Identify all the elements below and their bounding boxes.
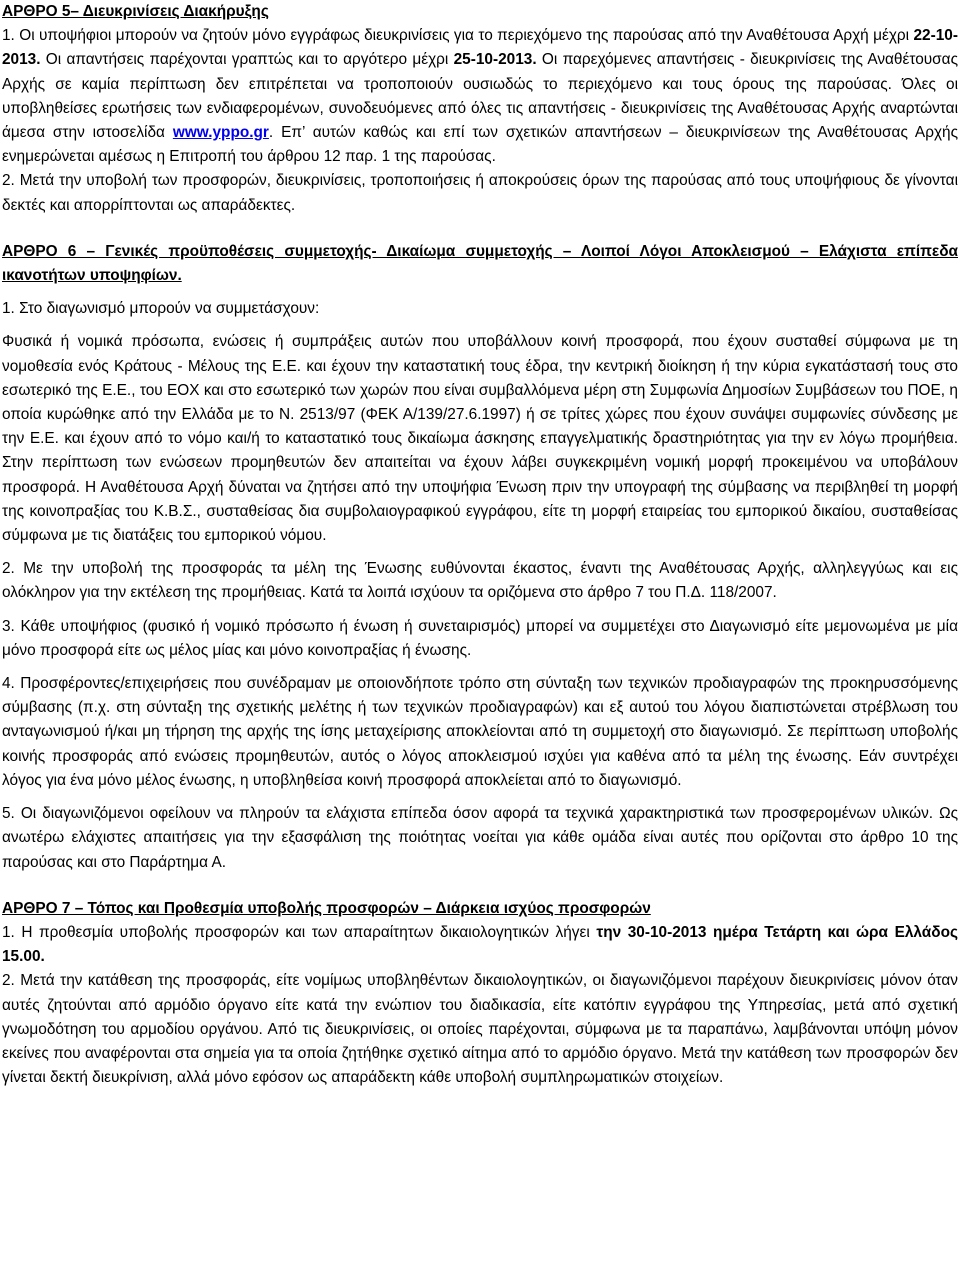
article-7-p1-text: 1. Η προθεσμία υποβολής προσφορών και των απαραίτητων δικαιολογητικών λήγει [2,923,597,941]
article-6-paragraph-1-body: Φυσικά ή νομικά πρόσωπα, ενώσεις ή συμπράξεις αυτών που υποβάλλουν κοινή προσφορά, που έχουν συσταθεί σύμφωνα με τη νομοθεσία ενός Κράτους - Μέλους της Ε.Ε. και έχουν την καταστατική τους έδρα, την κεντρική διοίκηση ή την κύρια εγκατάστασή τους στο εσωτερικό της Ε.Ε., του ΕΟΧ και στο εσωτερικό των χωρών που είναι συμβαλλόμενα μέρη στη Συμφωνία Δημοσίων Συμβάσεων του ΠΟΕ, η οποία κυρώθηκε από την Ελλάδα με το Ν. 2513/97 (ΦΕΚ Α/139/27.6.1997) ή σε τρίτες χώρες που έχουν συνάψει συμφωνίες σύνδεσης με την Ε.Ε. και έχουν από το νόμο και/ή το καταστατικό τους δικαίωμα άσκησης επαγγελματικής δραστηριότητας για την εν λόγω προμήθεια. Στην περίπτωση των ενώσεων προμηθευτών δεν απαιτείται να έχουν λάβει συγκεκριμένη νομική μορφή προκειμένου να υποβάλουν προσφορά. Η Αναθέτουσα Αρχή δύναται να ζητήσει από την υποψήφια Ένωση πριν την υπογραφή της σύμβασης να περιβληθεί τη μορφή της κοινοπραξίας του Κ.Β.Σ., συσταθείσας δια συμβολαιογραφικού εγγράφου, είτε τη μορφή εταιρείας του εμπορικού δικαίου, συσταθείσας σύμφωνα με τις διατάξεις του εμπορικού νόμου. [2,333,958,545]
article-6-paragraph-1-intro: 1. Στο διαγωνισμό μπορούν να συμμετάσχουν: [2,300,320,318]
article-6-section [2,240,958,875]
submission-deadline: την 30-10-2013 ημέρα Τετάρτη και ώρα Ελλάδος 15.00. [2,923,958,966]
clarification-answer-deadline: 25-10-2013. [453,51,537,69]
article-6-paragraph-4: 4. Προσφέροντες/επιχειρήσεις που συνέδραμαν με οποιονδήποτε τρόπο στη σύνταξη των τεχνικών προδιαγραφών της προκηρυσσόμενης σύμβασης (π.χ. στη σύνταξη της σχετικής μελέτης ή των τεχνικών προδιαγραφών) και εξ αυτού του λόγου διαπιστώνεται στρέβλωση του ανταγωνισμού ή/και μη τήρηση της αρχής της ίσης μεταχείρισης αποκλείονται από τη συμμετοχή στο διαγωνισμό. Σε περίπτωση υποβολής κοινής προσφοράς από ενώσεις προμηθευτών, αυτός ο λόγος αποκλεισμού ισχύει για καθένα από τα μέλη της ένωσης. Εάν συντρέχει λόγος για ένα μόνο μέλος ένωσης, η υποβληθείσα κοινή προσφορά αποκλείεται από το διαγωνισμό. [2,675,958,789]
ministry-website-link[interactable]: www.yppo.gr [172,124,269,142]
article-6-paragraph-5: 5. Οι διαγωνιζόμενοι οφείλουν να πληρούν τα ελάχιστα επίπεδα όσον αφορά τα τεχνικά χαρακτηριστικά των προσφερομένων υλικών. Ως ανωτέρω ελάχιστες απαιτήσεις για την εξασφάλιση της ποιότητας νοείται για κάθε ομάδα είναι αυτές που ορίζονται στο άρθρο 10 της παρούσας και στο Παράρτημα Α. [2,805,958,871]
article-5-heading: ΑΡΘΡΟ 5– Διευκρινίσεις Διακήρυξης [2,3,269,20]
article-6-paragraph-3: 3. Κάθε υποψήφιος (φυσικό ή νομικό πρόσωπο ή ένωση ή συνεταιρισμός) μπορεί να συμμετέχει στο Διαγωνισμό είτε μεμονωμένα με μία μόνο προσφορά είτε ως μέλος μίας και μόνο κοινοπραξίας ή ένωσης. [2,617,958,659]
article-7-section [2,897,958,1091]
article-7-heading: ΑΡΘΡΟ 7 – Τόπος και Προθεσμία υποβολής προσφορών – Διάρκεια ισχύος προσφορών [2,899,651,917]
article-5-paragraph-1 [2,24,958,169]
clarification-request-deadline: 22-10-2013. [2,27,958,69]
article-5-p1-text-c: Οι παρεχόμενες απαντήσεις - διευκρινίσεις της Αναθέτουσας Αρχής σε καμία περίπτωση δεν επιτρέπεται να τροποποιούν ουσιωδώς το περιεχόμενο και τους όρους της παρούσας. Όλες οι υποβληθείσες ερωτήσεις των ενδιαφερομένων, συνοδευόμενες από όλες τις απαντήσεις - διευκρινίσεις της Αναθέτουσας Αρχής αναρτώνται άμεσα στην ιστοσελίδα [2,51,958,142]
article-5-section [2,0,958,218]
article-5-p1-text-d: . Επ’ αυτών καθώς και επί των σχετικών απαντήσεων – διευκρινίσεων της Αναθέτουσας Αρχής ενημερώνεται αμέσως η Επιτροπή του άρθρου 12 παρ. 1 της παρούσας. [2,124,959,166]
article-5-paragraph-2: 2. Μετά την υποβολή των προσφορών, διευκρινίσεις, τροποποιήσεις ή αποκρούσεις όρων της παρούσας από τους υποψήφιους δε γίνονται δεκτές και απορρίπτονται ως απαράδεκτες. [2,172,958,214]
article-6-heading: ΑΡΘΡΟ 6 – Γενικές προϋποθέσεις συμμετοχής- Δικαίωμα συμμετοχής – Λοιποί Λόγοι Αποκλεισμού – Ελάχιστα επίπεδα ικανοτήτων υποψηφίων. [2,242,958,285]
article-6-paragraph-2: 2. Με την υποβολή της προσφοράς τα μέλη της Ένωσης ευθύνονται έκαστος, έναντι της Αναθέτουσας Αρχής, αλληλεγγύως και εις ολόκληρον για την εκτέλεση της προμήθειας. Κατά τα λοιπά ισχύουν τα οριζόμενα στο άρθρο 7 του Π.Δ. 118/2007. [2,560,958,602]
article-7-paragraph-2: 2. Μετά την κατάθεση της προσφοράς, είτε νομίμως υποβληθέντων δικαιολογητικών, οι διαγωνιζόμενοι παρέχουν διευκρινίσεις μόνον όταν αυτές ζητούνται από αρμόδιο όργανο είτε κατά την ενώπιον του διαδικασία, είτε κατόπιν εγγράφου της Υπηρεσίας, μετά από σχετική γνωμοδότηση του αρμοδίου οργάνου. Από τις διευκρινίσεις, οι οποίες παρέχονται, σύμφωνα με τα παραπάνω, λαμβάνονται υπόψη μόνον εκείνες που αναφέρονται στα σημεία για τα οποία ζητήθηκε σχετικό αίτημα από το αρμόδιο όργανο. Μετά την κατάθεση των προσφορών δεν γίνεται δεκτή διευκρίνιση, αλλά μόνο εφόσον ως απαράδεκτη κάθε υποβολή συμπληρωματικών στοιχείων. [2,972,958,1087]
article-5-p1-text-a: 1. Οι υποψήφιοι μπορούν να ζητούν μόνο εγγράφως διευκρινίσεις για το περιεχόμενο της παρούσας από την Αναθέτουσα Αρχή μέχρι [2,27,914,45]
article-7-paragraph-1 [2,921,958,969]
article-5-p1-text-b: Οι απαντήσεις παρέχονται γραπτώς και το αργότερο μέχρι [40,51,454,69]
